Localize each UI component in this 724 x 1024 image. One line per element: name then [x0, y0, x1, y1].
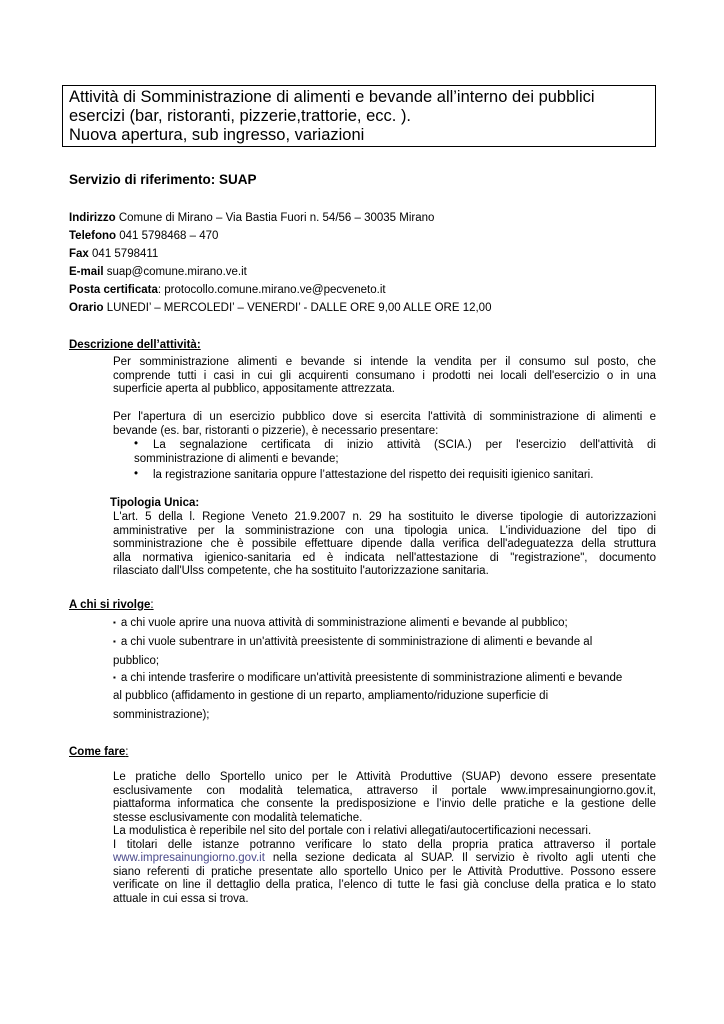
come-paragraph [113, 771, 656, 906]
contact-hours [69, 301, 491, 315]
chi-item-1 [113, 617, 568, 629]
paragraph-line: Per somministrazione alimenti e bevande si intende la vendita per il consumo sul posto, che [113, 356, 656, 368]
address-value: Comune di Mirano – Via Bastia Fuori n. 54/56 – 30035 Mirano [115, 212, 435, 224]
title-line-3: Nuova apertura, sub ingresso, variazioni [69, 126, 365, 144]
square-bullet-icon: ▪ [113, 637, 116, 646]
title-line-2: esercizi (bar, ristoranti, pizzerie,trattorie, ecc. ). [69, 107, 412, 125]
paragraph-line: esclusivamente con modalità telematica, attraverso il portale www.impresainungiorno.gov.it, [113, 784, 656, 797]
bullet-line: La segnalazione certificata di inizio attività (SCIA.) per l'esercizio dell'attività di [153, 439, 656, 451]
paragraph-line: piattaforma informatica che consente la predisposizione e l’invio delle pratiche e la gestione delle [113, 798, 656, 810]
chi-heading-colon: : [150, 599, 154, 611]
chi-heading-text: A chi si rivolge [69, 599, 151, 611]
contact-fax [69, 247, 158, 261]
contact-phone [69, 229, 218, 243]
paragraph-line: bevande (es. bar, ristoranti o pizzerie), è necessario presentare: [113, 424, 439, 437]
come-heading-text: Come fare [69, 746, 126, 758]
chi-heading [69, 599, 154, 611]
descrizione-heading: Descrizione dell’attività: [69, 339, 201, 351]
paragraph-line: L'art. 5 della l. Regione Veneto 21.9.2007 n. 29 ha sostituito le diverse tipologie di autorizzazioni [113, 511, 656, 523]
phone-value: 041 5798468 – 470 [116, 230, 219, 242]
paragraph-line: La modulistica è reperibile nel sito del portale con i relativi allegati/autocertificazioni necessari. [113, 825, 592, 837]
chi-item-3-cont: somministrazione); [113, 709, 210, 721]
bullet-glyph: • [134, 438, 139, 450]
chi-item-3-cont: al pubblico (affidamento in gestione di un reparto, ampliamento/riduzione superficie di [113, 690, 549, 702]
descrizione-bullet-1-cont [134, 453, 656, 467]
paragraph-line: Per l'apertura di un esercizio pubblico dove si esercita l'attività di somministrazione di alimenti e [113, 411, 656, 423]
paragraph-line: amministrative per la somministrazione con una tipologia unica. L’individuazione del tipo di [113, 524, 656, 537]
paragraph-line: superficie aperta al pubblico, appositamente attrezzata. [113, 383, 395, 395]
paragraph-line: Le pratiche dello Sportello unico per le Attività Produttive (SUAP) devono essere presentate [113, 771, 656, 783]
tipologia-paragraph [113, 511, 656, 579]
title-line-1: Attività di Somministrazione di alimenti e bevande all’interno dei pubblici [69, 88, 595, 106]
chi-item-text: a chi vuole subentrare in un'attività preesistente di somministrazione di alimenti e bevande al [120, 636, 593, 648]
document-title [62, 85, 656, 147]
pec-label: Posta certificata [69, 284, 158, 296]
link-rest-text: nella sezione dedicata al SUAP. Il servizio è rivolto agli utenti che [264, 852, 656, 864]
paragraph-line: siano referenti di pratiche presentate allo sportello Unico per le Attività Produttive. Possono essere [113, 865, 656, 878]
email-value: suap@comune.mirano.ve.it [103, 266, 247, 278]
paragraph-line: somministrazione che è possibile effettuare dipende dalla verifica dell'adeguatezza della struttura [113, 538, 656, 550]
paragraph-line: stesse esclusivamente con modalità telematiche. [113, 811, 363, 824]
descrizione-paragraph-1 [113, 356, 656, 397]
descrizione-bullet-1 [153, 439, 656, 453]
contact-email [69, 265, 247, 279]
come-heading-colon: : [125, 746, 129, 758]
paragraph-line-with-link [113, 852, 656, 866]
paragraph-line: attuale in cui essa si trova. [113, 892, 249, 905]
square-bullet-icon: ▪ [113, 618, 116, 627]
chi-item-2-cont: pubblico; [113, 655, 160, 667]
address-label: Indirizzo [69, 212, 116, 224]
fax-label: Fax [69, 248, 89, 260]
portal-link[interactable]: www.impresainungiorno.gov.it [113, 852, 265, 864]
chi-item-2 [113, 636, 592, 648]
descrizione-paragraph-2 [113, 411, 656, 438]
hours-label: Orario [69, 302, 104, 314]
paragraph-line: I titolari delle istanze potranno verificare lo stato della propria pratica attraverso il portale [113, 838, 656, 851]
chi-item-3 [113, 672, 622, 684]
chi-item-text: a chi intende trasferire o modificare un'attività preesistente di somministrazione alimenti e bevande [120, 672, 623, 684]
square-bullet-icon: ▪ [113, 673, 116, 682]
bullet-glyph: • [134, 468, 139, 480]
descrizione-bullet-2: la registrazione sanitaria oppure l’attestazione del rispetto dei requisiti igienico sanitari. [153, 469, 594, 481]
fax-value: 041 5798411 [88, 248, 159, 260]
phone-label: Telefono [69, 230, 117, 242]
hours-value: LUNEDI’ – MERCOLEDI’ – VENERDI’ - DALLE ORE 9,00 ALLE ORE 12,00 [103, 302, 492, 314]
tipologia-heading: Tipologia Unica: [110, 497, 200, 509]
come-heading [69, 746, 128, 758]
paragraph-line: rilasciato dall'Ulss competente, che ha sostituito l'autorizzazione sanitaria. [113, 565, 489, 577]
contact-address [69, 211, 434, 225]
email-label: E-mail [69, 266, 104, 278]
contact-pec [69, 283, 386, 297]
chi-item-text: a chi vuole aprire una nuova attività di somministrazione alimenti e bevande al pubblico; [120, 617, 568, 629]
pec-value: : protocollo.comune.mirano.ve@pecveneto.it [157, 284, 386, 296]
service-heading: Servizio di riferimento: SUAP [69, 172, 257, 187]
paragraph-line: verificate on line il dettaglio della pratica, l’elenco di tutte le fasi già concluse della pratica e lo stato [113, 879, 656, 891]
paragraph-line: alla normativa igienico-sanitaria ed è indicata nell'attestazione di "registrazione", documento [113, 551, 656, 564]
paragraph-line: comprende tutti i casi in cui gli acquirenti consumano i prodotti nei locali dell'esercizio o in una [113, 369, 656, 382]
bullet-line: somministrazione di alimenti e bevande; [134, 453, 339, 465]
